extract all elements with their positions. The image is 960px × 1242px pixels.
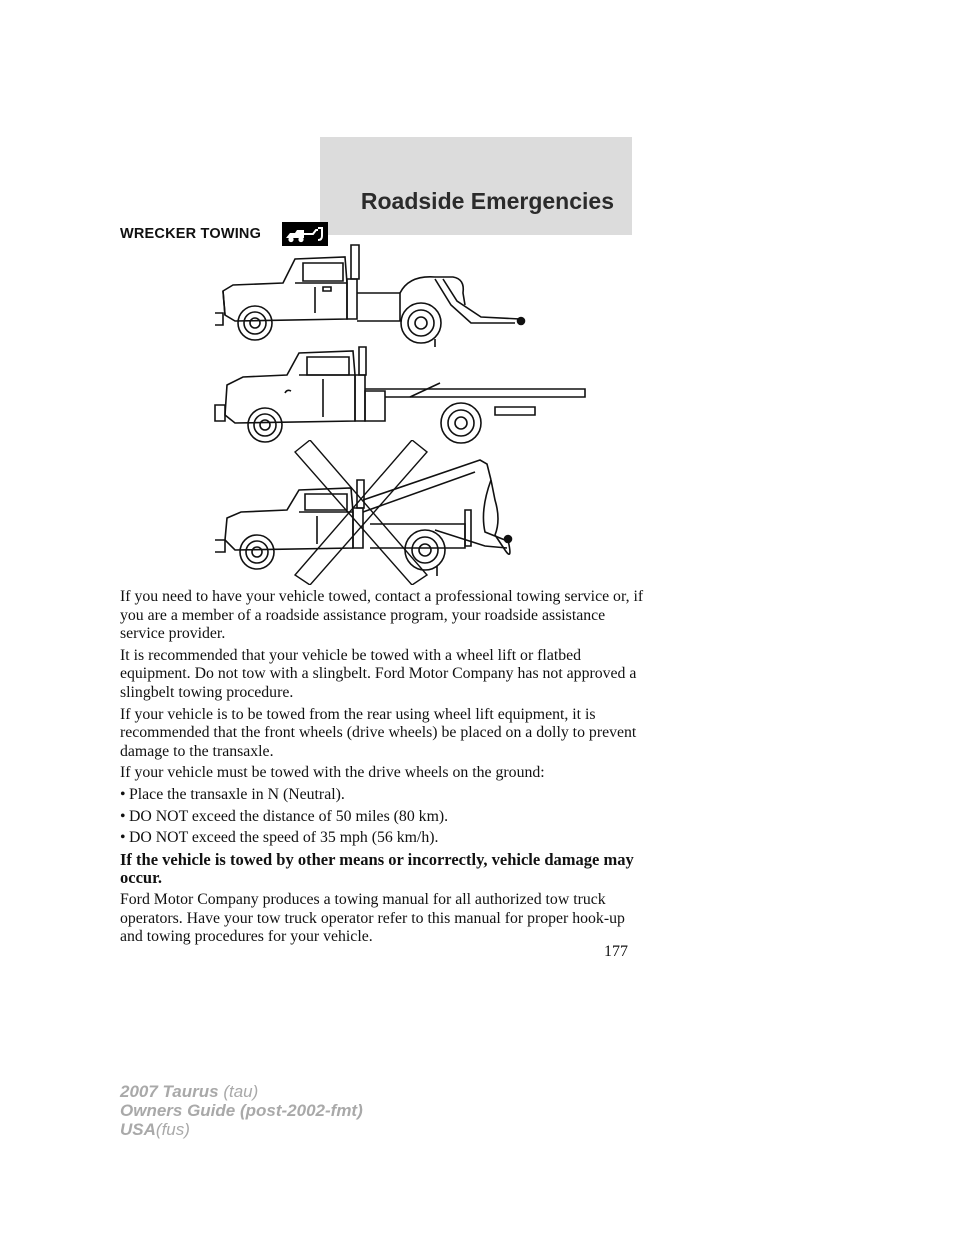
paragraph-5: Ford Motor Company produces a towing manual for all authorized tow truck operators. Have your tow truck operator refer to this manual for proper hook-up and towing procedures for your vehicle. <box>120 890 625 946</box>
section-heading: WRECKER TOWING <box>120 226 262 242</box>
header-band <box>320 137 632 235</box>
footer-market-code: (fus) <box>155 1120 190 1139</box>
bullet-text: DO NOT exceed the distance of 50 miles (80 km). <box>129 807 449 825</box>
bullet-item <box>120 786 645 805</box>
bullet-item <box>120 808 645 827</box>
body-text <box>120 588 645 950</box>
slingbelt-tow-truck-illustration <box>195 440 525 585</box>
footer-market: USA <box>120 1120 156 1139</box>
paragraph-3: If your vehicle is to be towed from the rear using wheel lift equipment, it is recommended that the front wheels (drive wheels) be placed on a dolly to prevent damage to the transaxle. <box>120 705 637 760</box>
wheel-lift-tow-truck-illustration <box>195 243 535 348</box>
bullet-text: Place the transaxle in N (Neutral). <box>129 785 345 803</box>
flatbed-tow-truck-illustration <box>195 345 595 447</box>
page-number: 177 <box>604 943 628 960</box>
footer-model: 2007 Taurus <box>120 1082 219 1101</box>
bullet-symbol: • <box>120 829 126 847</box>
page-header-title: Roadside Emergencies <box>360 188 614 214</box>
bullet-item <box>120 829 645 848</box>
bullet-symbol: • <box>120 807 126 825</box>
paragraph-2: It is recommended that your vehicle be towed with a wheel lift or flatbed equipment. Do not tow with a slingbelt. Ford Motor Company has not approved a slingbelt towing procedure. <box>120 646 637 701</box>
footer-model-code: (tau) <box>223 1082 259 1101</box>
paragraph-1: If you need to have your vehicle towed, contact a professional towing service or, if you are a member of a roadside assistance program, your roadside assistance service provider. <box>120 588 644 643</box>
bullet-symbol: • <box>120 785 126 803</box>
paragraph-4: If your vehicle must be towed with the drive wheels on the ground: <box>120 764 545 782</box>
warning-text: If the vehicle is towed by other means or incorrectly, vehicle damage may occur. <box>120 849 634 888</box>
footer-guide: Owners Guide (post-2002-fmt) <box>120 1101 363 1120</box>
document-footer <box>120 1082 363 1139</box>
bullet-text: DO NOT exceed the speed of 35 mph (56 km/h). <box>129 829 439 847</box>
